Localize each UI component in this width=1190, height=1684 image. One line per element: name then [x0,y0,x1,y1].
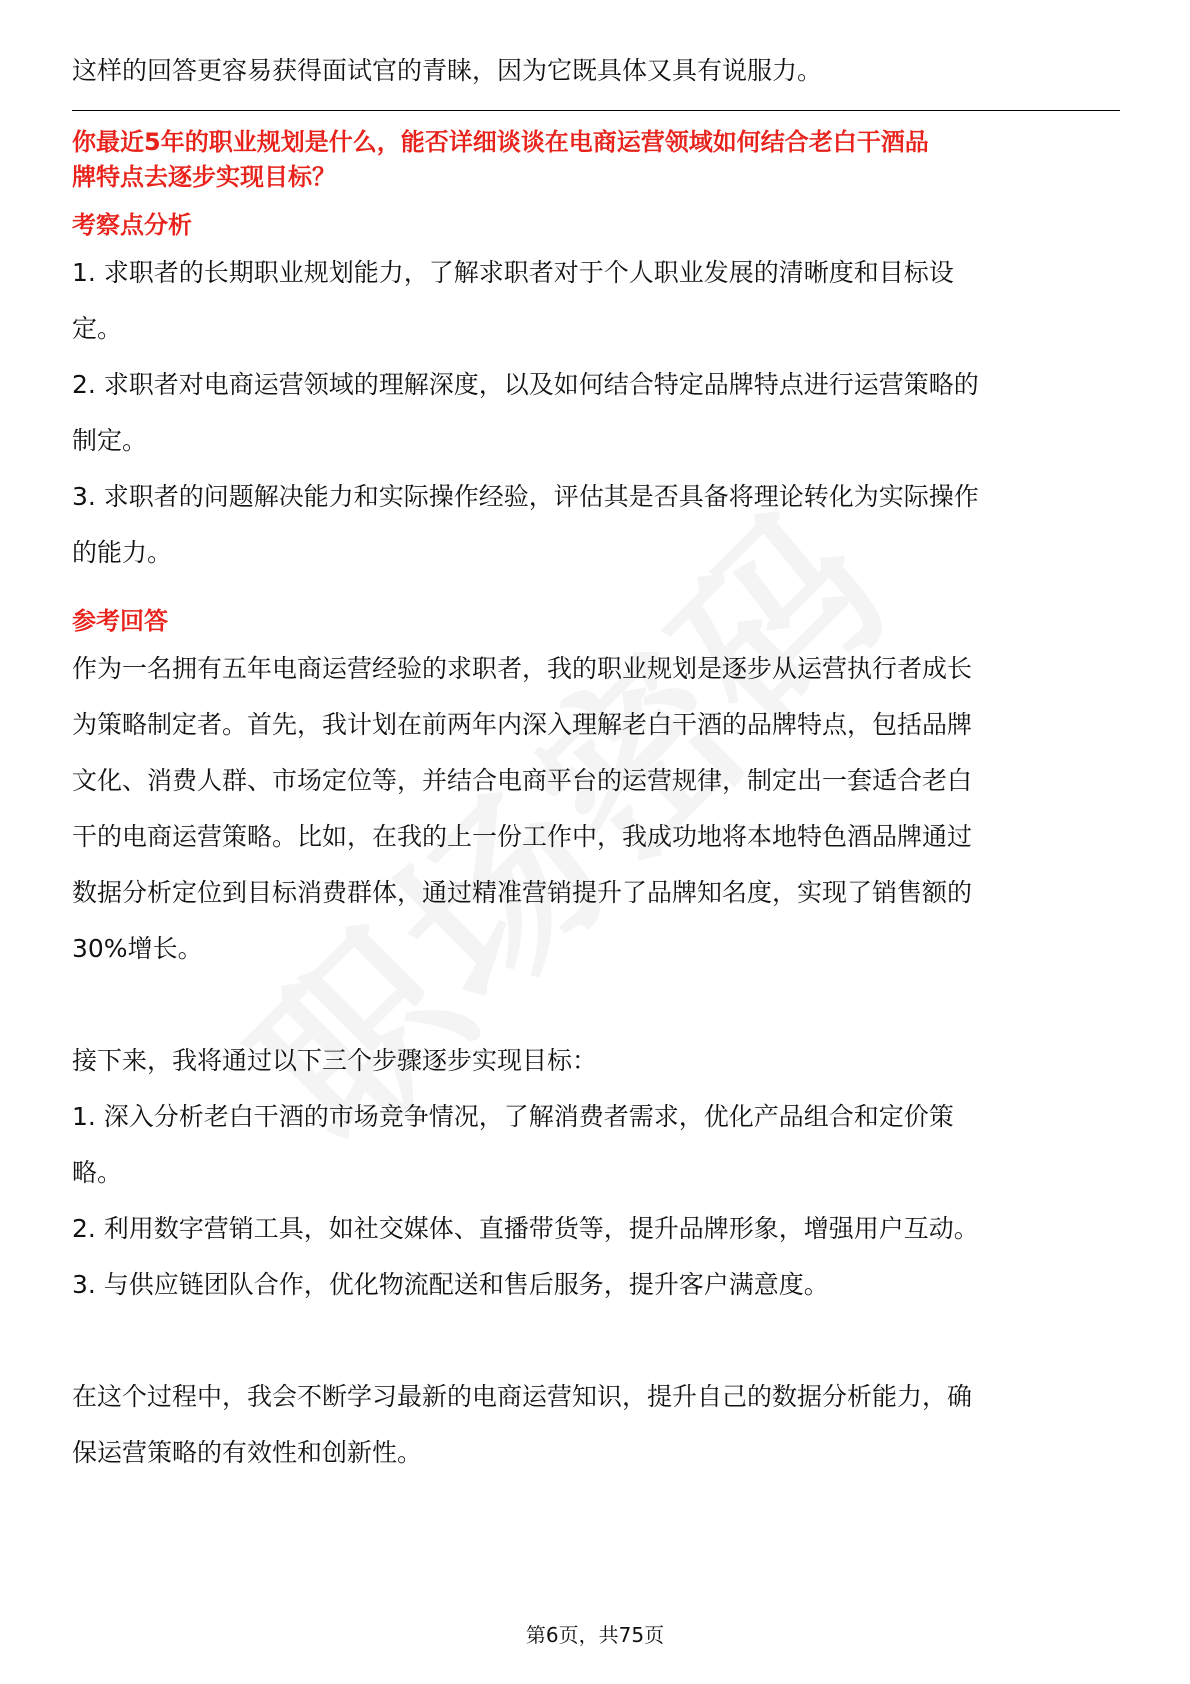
analysis-line: 定。 [72,314,123,343]
answer-para3-line: 在这个过程中，我会不断学习最新的电商运营知识，提升自己的数据分析能力，确 [72,1382,973,1411]
answer-para1-line: 数据分析定位到目标消费群体，通过精准营销提升了品牌知名度，实现了销售额的 [72,878,973,907]
analysis-line: 制定。 [72,426,148,455]
analysis-line: 1. 求职者的长期职业规划能力，了解求职者对于个人职业发展的清晰度和目标设 [72,258,954,287]
answer-para1-line: 为策略制定者。首先，我计划在前两年内深入理解老白干酒的品牌特点，包括品牌 [72,710,973,739]
answer-para2-line: 2. 利用数字营销工具，如社交媒体、直播带货等，提升品牌形象，增强用户互动。 [72,1214,979,1243]
paragraph-gap [72,977,1120,1033]
paragraph-gap [72,1313,1120,1369]
answer-para1-line: 干的电商运营策略。比如，在我的上一份工作中，我成功地将本地特色酒品牌通过 [72,822,973,851]
question-line-1: 你最近5年的职业规划是什么，能否详细谈谈在电商运营领域如何结合老白干酒品 [72,128,929,156]
analysis-line: 的能力。 [72,538,173,567]
answer-para1-line: 作为一名拥有五年电商运营经验的求职者，我的职业规划是逐步从运营执行者成长 [72,654,973,683]
question-line-2: 牌特点去逐步实现目标？ [72,163,336,191]
page-number: 第6页，共75页 [525,1623,665,1647]
analysis-line: 2. 求职者对电商运营领域的理解深度，以及如何结合特定品牌特点进行运营策略的 [72,370,979,399]
answer-para3-line: 保运营策略的有效性和创新性。 [72,1438,423,1467]
answer-para1-line: 文化、消费人群、市场定位等，并结合电商平台的运营规律，制定出一套适合老白 [72,766,973,795]
answer-para2-line: 3. 与供应链团队合作，优化物流配送和售后服务，提升客户满意度。 [72,1270,829,1299]
divider [72,110,1120,111]
answer-para2-line: 1. 深入分析老白干酒的市场竞争情况，了解消费者需求，优化产品组合和定价策 [72,1102,954,1131]
answer-para2-line: 接下来，我将通过以下三个步骤逐步实现目标： [72,1046,598,1075]
page-content [72,46,1120,1481]
analysis-title: 考察点分析 [72,211,192,239]
intro-line: 这样的回答更容易获得面试官的青睐，因为它既具体又具有说服力。 [72,56,823,85]
answer-title: 参考回答 [72,607,168,635]
analysis-line: 3. 求职者的问题解决能力和实际操作经验，评估其是否具备将理论转化为实际操作 [72,482,979,511]
answer-para1-line: 30%增长。 [72,934,203,963]
answer-para2-line: 略。 [72,1158,123,1187]
